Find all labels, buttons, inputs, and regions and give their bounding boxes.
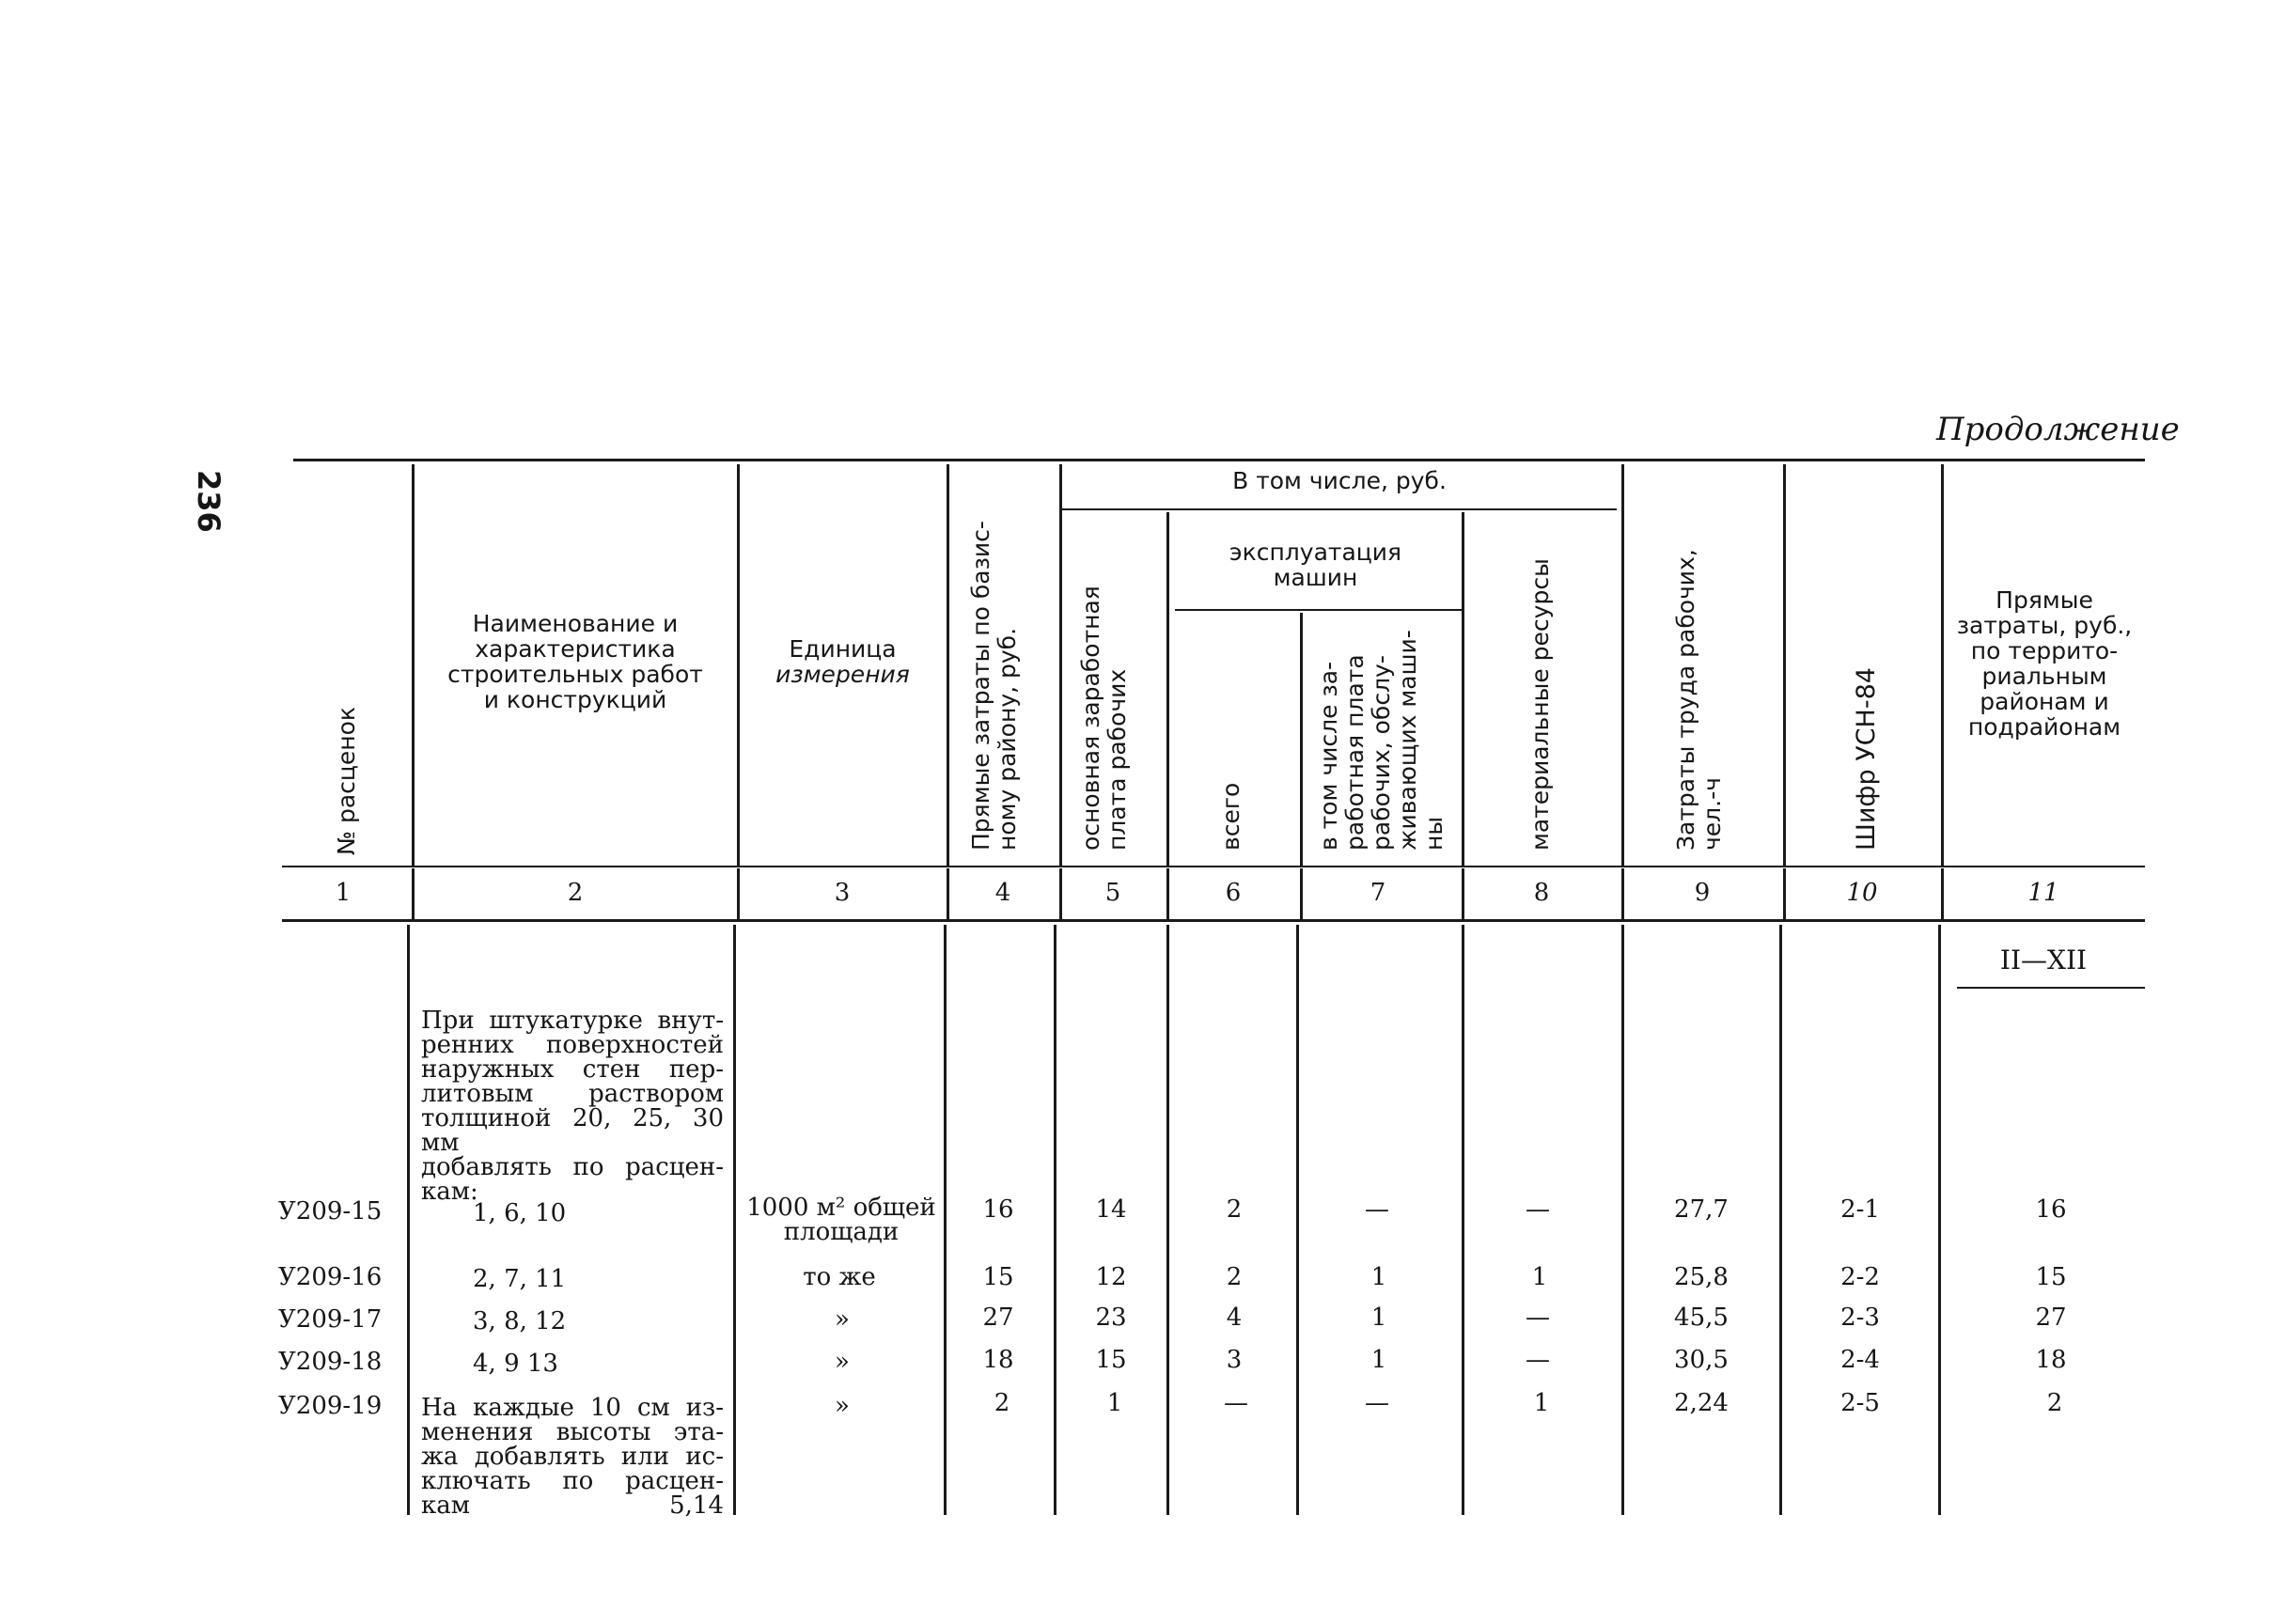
vline — [407, 925, 410, 1515]
vline — [1462, 868, 1464, 920]
col-num-7: 7 — [1369, 879, 1386, 907]
cell-c10: 2-5 — [1840, 1389, 1880, 1417]
row-name: 3, 8, 12 — [473, 1307, 567, 1335]
cell-c9: 25,8 — [1674, 1263, 1729, 1291]
vline — [1296, 925, 1299, 1515]
cell-c7: — — [1365, 1195, 1389, 1224]
vline — [1941, 868, 1944, 920]
cell-c9: 2,24 — [1674, 1389, 1729, 1417]
cell-c4: 27 — [982, 1304, 1014, 1332]
cell-c8: 1 — [1533, 1389, 1550, 1417]
cell-c9: 27,7 — [1674, 1195, 1729, 1224]
vline — [1621, 464, 1624, 867]
vline — [1783, 464, 1786, 867]
vline — [733, 925, 736, 1515]
cell-c11: 16 — [2035, 1195, 2067, 1224]
row-name: На каждые 10 см из- менения высоты эта- жа добавлять или ис- ключать по расцен- кам 5,14 — [421, 1394, 724, 1520]
vline — [1059, 464, 1062, 867]
col-num-6: 6 — [1225, 879, 1242, 907]
cell-c5: 23 — [1095, 1304, 1127, 1332]
vline — [1462, 925, 1464, 1515]
region-label: II—XII — [1999, 945, 2088, 976]
column-numbers-rule — [282, 919, 2145, 922]
cell-c11: 18 — [2035, 1346, 2067, 1374]
cell-c7: — — [1365, 1389, 1389, 1417]
header-group: В том числе, руб. — [1232, 467, 1447, 494]
cell-c6: — — [1224, 1389, 1248, 1417]
cell-c5: 12 — [1095, 1263, 1127, 1291]
cell-c7: 1 — [1370, 1304, 1387, 1332]
col-num-3: 3 — [834, 879, 851, 907]
machines-rule — [1175, 609, 1462, 611]
row-unit: » — [835, 1305, 850, 1334]
vline — [1462, 512, 1464, 867]
row-unit: » — [835, 1348, 850, 1376]
vline — [737, 868, 740, 920]
cell-c8: — — [1526, 1346, 1550, 1374]
cell-c10: 2-3 — [1840, 1304, 1880, 1332]
vline — [412, 868, 415, 920]
cell-c9: 45,5 — [1674, 1304, 1729, 1332]
cell-c11: 2 — [2046, 1389, 2063, 1417]
row-code: У209-18 — [278, 1348, 383, 1376]
row-name: 4, 9 13 — [473, 1350, 558, 1378]
vline — [1166, 868, 1169, 920]
cell-c5: 1 — [1106, 1389, 1123, 1417]
region-rule — [1957, 987, 2145, 989]
vline — [1059, 868, 1062, 920]
vline — [1783, 868, 1786, 920]
cell-c6: 4 — [1226, 1304, 1243, 1332]
header-bottom-rule — [282, 866, 2145, 867]
col-num-10: 10 — [1846, 879, 1878, 907]
cell-c10: 2-2 — [1840, 1263, 1880, 1291]
cell-c4: 15 — [982, 1263, 1014, 1291]
cell-c11: 27 — [2035, 1304, 2067, 1332]
cell-c6: 3 — [1226, 1346, 1243, 1374]
cell-c7: 1 — [1370, 1263, 1387, 1291]
cell-c10: 2-4 — [1840, 1346, 1880, 1374]
vline — [1621, 868, 1624, 920]
row-code: У209-15 — [278, 1197, 383, 1226]
cell-c11: 15 — [2035, 1263, 2067, 1291]
continuation-label: Продолжение — [1936, 411, 2180, 448]
header-col-3: Единица измерения — [775, 635, 910, 688]
cell-c4: 18 — [982, 1346, 1014, 1374]
vline — [1779, 925, 1782, 1515]
header-col-2: Наименование и характеристика строительных работ и конструкций — [447, 610, 703, 713]
vline — [947, 868, 949, 920]
col-num-1: 1 — [335, 879, 352, 907]
row-unit: то же — [803, 1263, 876, 1291]
cell-c8: — — [1526, 1195, 1550, 1224]
cell-c8: 1 — [1531, 1263, 1548, 1291]
vline — [944, 925, 947, 1515]
vline — [1300, 613, 1303, 867]
cell-c9: 30,5 — [1674, 1346, 1729, 1374]
group-rule — [1062, 508, 1617, 510]
cell-c4: 16 — [982, 1195, 1014, 1224]
cell-c4: 2 — [994, 1389, 1010, 1417]
cell-c10: 2-1 — [1840, 1195, 1880, 1224]
vline — [1054, 925, 1056, 1515]
cell-c6: 2 — [1226, 1263, 1243, 1291]
intro-description: При штукатурке внут- ренних поверхностей наружных стен пер- литовым раствором толщиной 20, 25, 30 мм добавлять по расцен- кам: — [421, 1007, 724, 1206]
row-code: У209-19 — [278, 1392, 383, 1420]
vline — [947, 464, 949, 867]
cell-c6: 2 — [1226, 1195, 1243, 1224]
col-num-2: 2 — [567, 879, 584, 907]
cell-c5: 14 — [1095, 1195, 1127, 1224]
header-col-11: Прямые затраты, руб., по террито- риальным районам и подрайонам — [1956, 586, 2133, 741]
row-code: У209-17 — [278, 1305, 383, 1334]
vline — [1300, 868, 1303, 920]
table-top-rule — [293, 459, 2145, 461]
header-machines: эксплуатация машин — [1229, 539, 1402, 591]
col-num-9: 9 — [1694, 879, 1711, 907]
col-num-11: 11 — [2027, 879, 2059, 907]
col-num-4: 4 — [994, 879, 1011, 907]
row-name: 2, 7, 11 — [473, 1265, 567, 1293]
col-num-8: 8 — [1533, 879, 1550, 907]
vline — [1938, 925, 1941, 1515]
row-code: У209-16 — [278, 1263, 383, 1291]
cell-c5: 15 — [1095, 1346, 1127, 1374]
row-unit: 1000 м² общей площади — [746, 1194, 936, 1246]
vline — [1621, 925, 1624, 1515]
col-num-5: 5 — [1104, 879, 1121, 907]
cell-c8: — — [1526, 1304, 1550, 1332]
cell-c7: 1 — [1370, 1346, 1387, 1374]
vline — [1166, 925, 1169, 1515]
row-unit: » — [835, 1392, 850, 1420]
row-name: 1, 6, 10 — [473, 1199, 567, 1227]
